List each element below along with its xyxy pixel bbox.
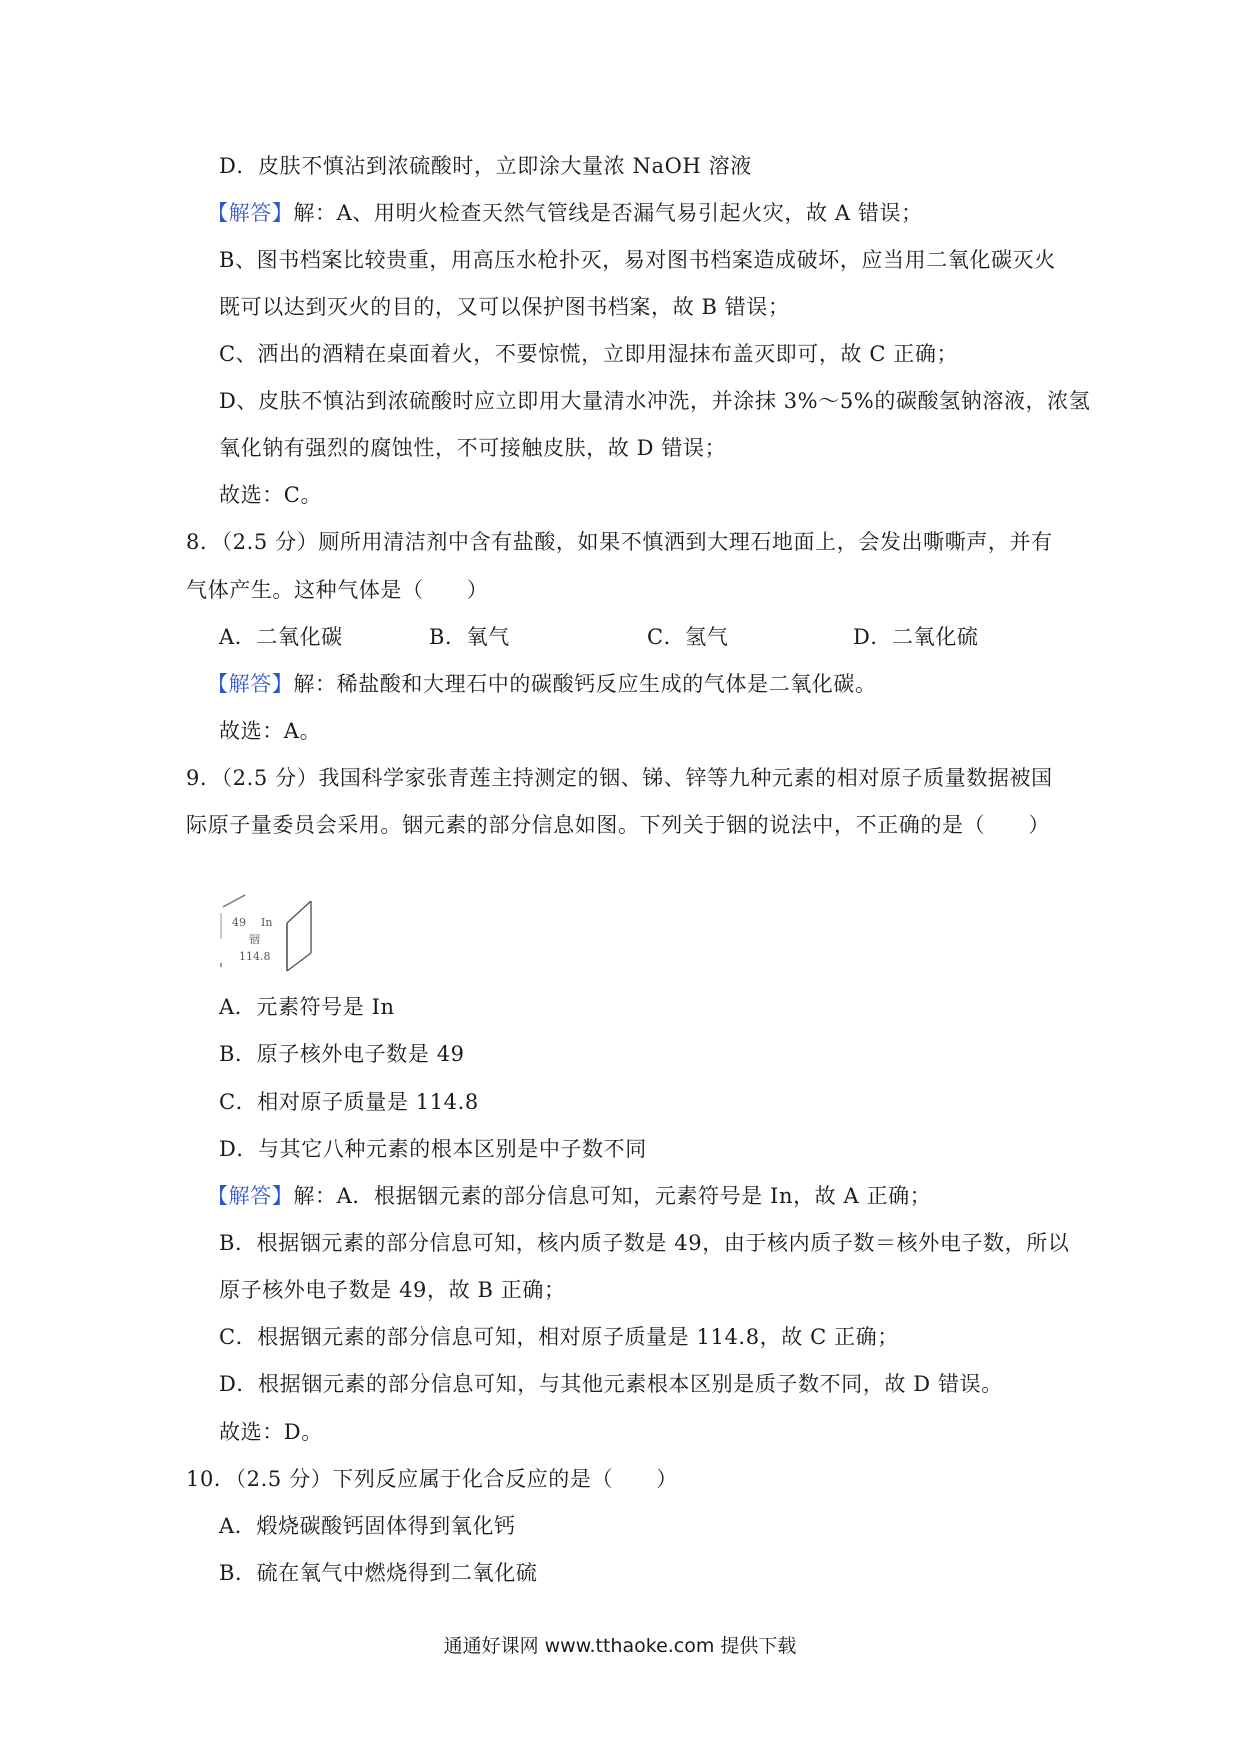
q8-option-c: C．氢气 (647, 625, 729, 649)
q9-stem-line-1: 9．（2.5 分）我国科学家张青莲主持测定的铟、锑、锌等九种元素的相对原子质量数据被国 (186, 766, 1053, 790)
q7-answer-line-6: 氧化钠有强烈的腐蚀性，不可接触皮肤，故 D 错误； (219, 436, 727, 460)
q8-options (219, 623, 978, 651)
q9-answer-line-2: B．根据铟元素的部分信息可知，核内质子数是 49，由于核内质子数＝核外电子数，所以 (219, 1231, 1070, 1255)
answer-text: 解：A．根据铟元素的部分信息可知，元素符号是 In，故 A 正确； (293, 1184, 932, 1208)
q8-answer-line-1 (207, 670, 877, 698)
q9-stem-line-2: 际原子量委员会采用。铟元素的部分信息如图。下列关于铟的说法中，不正确的是（ ） (186, 813, 1050, 837)
q7-option-d: D．皮肤不慎沾到浓硫酸时，立即涂大量浓 NaOH 溶液 (219, 154, 752, 178)
q8-option-b: B．氧气 (429, 625, 510, 649)
answer-tag: 【解答】 (207, 672, 294, 696)
q7-answer-line-1 (207, 199, 923, 227)
q9-answer-line-4: C．根据铟元素的部分信息可知，相对原子质量是 114.8，故 C 正确； (219, 1325, 899, 1349)
q8-stem-line-2: 气体产生。这种气体是（ ） (186, 578, 489, 602)
q9-option-b: B．原子核外电子数是 49 (219, 1042, 465, 1066)
answer-text: 解：稀盐酸和大理石中的碳酸钙反应生成的气体是二氧化碳。 (293, 672, 877, 696)
q8-choice: 故选：A。 (219, 719, 322, 743)
q7-answer-line-5: D、皮肤不慎沾到浓硫酸时应立即用大量清水冲洗，并涂抹 3%～5%的碳酸氢钠溶液，浓氢 (219, 389, 1091, 413)
q9-choice: 故选：D。 (219, 1420, 323, 1444)
q7-answer-line-3: 既可以达到灭火的目的，又可以保护图书档案，故 B 错误； (219, 295, 790, 319)
card-bottom-edge (287, 953, 311, 971)
page-footer: 通通好课网 www.tthaoke.com 提供下载 (443, 1635, 797, 1657)
card-corner-mark (223, 895, 245, 907)
card-top-edge (287, 901, 311, 923)
q10-option-a: A．煅烧碳酸钙固体得到氧化钙 (219, 1514, 516, 1538)
answer-tag: 【解答】 (207, 1184, 294, 1208)
q9-option-c: C．相对原子质量是 114.8 (219, 1090, 479, 1114)
q9-option-a: A．元素符号是 In (219, 995, 395, 1019)
q8-stem-line-1: 8．（2.5 分）厕所用清洁剂中含有盐酸，如果不慎洒到大理石地面上，会发出嘶嘶声，并有 (186, 530, 1053, 554)
answer-tag: 【解答】 (207, 201, 294, 225)
q9-answer-line-5: D．根据铟元素的部分信息可知，与其他元素根本区别是质子数不同，故 D 错误。 (219, 1372, 1003, 1396)
q7-answer-line-2: B、图书档案比较贵重，用高压水枪扑灭，易对图书档案造成破坏，应当用二氧化碳灭火 (219, 248, 1056, 272)
q8-option-a: A．二氧化碳 (219, 625, 343, 649)
atomic-mass: 114.8 (239, 950, 271, 963)
q8-option-d: D．二氧化硫 (853, 625, 979, 649)
answer-text: 解：A、用明火检查天然气管线是否漏气易引起火灾，故 A 错误； (293, 201, 923, 225)
element-card-drawing (219, 893, 323, 973)
indium-element-card (219, 893, 323, 973)
q10-option-b: B．硫在氧气中燃烧得到二氧化硫 (219, 1561, 538, 1585)
element-symbol: In (261, 916, 273, 929)
q9-answer-line-1 (207, 1182, 931, 1210)
element-name: 铟 (249, 933, 260, 946)
q7-answer-line-4: C、洒出的酒精在桌面着火，不要惊慌，立即用湿抹布盖灭即可，故 C 正确； (219, 342, 959, 366)
q10-stem: 10．（2.5 分）下列反应属于化合反应的是（ ） (186, 1467, 678, 1491)
q7-choice: 故选：C。 (219, 483, 323, 507)
q9-answer-line-3: 原子核外电子数是 49，故 B 正确； (219, 1278, 566, 1302)
q9-option-d: D．与其它八种元素的根本区别是中子数不同 (219, 1137, 647, 1161)
atomic-number: 49 (232, 916, 246, 929)
